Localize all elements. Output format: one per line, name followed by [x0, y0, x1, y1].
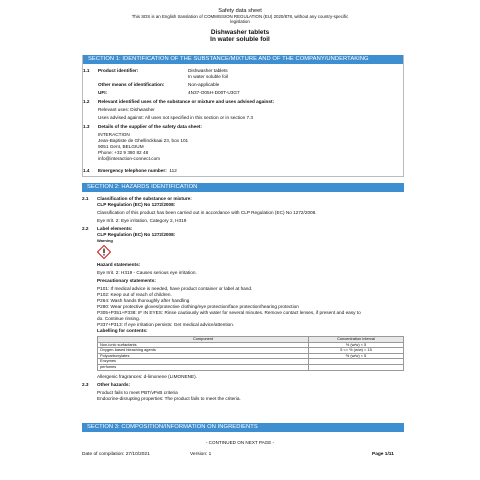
- precautionary-statement: P264: Wash hands thoroughly after handling: [97, 298, 190, 303]
- field-label: UFI:: [98, 90, 108, 95]
- text-line: Uses advised against: All uses not specified in this section or in section 7.3: [98, 115, 254, 120]
- subsection-title: Details of the supplier of the safety data sheet:: [98, 124, 202, 129]
- subsection-title: Relevant identified uses of the substance or mixture and uses advised against:: [98, 99, 275, 104]
- subsection-1-4: [83, 168, 403, 174]
- allergenic-fragrances: Allergenic fragrances: d-limonene (LIMONENE).: [97, 373, 198, 379]
- field-value: In water soluble foil: [188, 74, 229, 79]
- table-cell: Oxygen-based bleaching agents: [98, 348, 309, 354]
- section-3-header: SECTION 3: COMPOSITION/INFORMATION ON INGREDIENTS: [82, 423, 404, 432]
- precautionary-statement: P101: If medical advice is needed, have product container or label at hand.: [97, 286, 253, 291]
- text-line: Product fails to meet PBT/vPvB criteria: [97, 389, 178, 395]
- product-title: [0, 29, 480, 44]
- field-label: Other means of identification:: [98, 82, 165, 87]
- subsection-title: Classification of the substance or mixture:: [97, 196, 192, 201]
- supplier-address: Jean-Baptiste de Ghellinckkaai 23, box 101: [98, 138, 189, 143]
- subsection-number: 2.1: [82, 196, 89, 201]
- product-name: Dishwasher tablets: [210, 28, 270, 36]
- signal-word: Warning: [97, 238, 113, 243]
- supplier-phone: Phone: +32 9 380 82 48: [98, 150, 149, 155]
- precautionary-statements-title: Precautionary statements:: [97, 278, 156, 283]
- section-1: [82, 55, 404, 177]
- document-title: Safety data sheet: [218, 8, 262, 14]
- table-cell: Non-ionic surfactants: [98, 342, 309, 348]
- subsection-title: Other hazards:: [97, 381, 131, 387]
- hazard-statements-title: Hazard statements:: [97, 262, 141, 267]
- subsection-1-3: [83, 124, 403, 162]
- subsection-1-1: [83, 68, 403, 96]
- subsection-number: 1.1: [83, 68, 90, 73]
- precautionary-statement: P280: Wear protective gloves/protective clothing/eye protection/face protection/hearing protection: [97, 304, 299, 309]
- table-cell: % (w/w) < 5: [309, 342, 404, 348]
- field-value: Dishwasher tablets: [188, 68, 228, 73]
- table-cell: % (w/w) < 5: [309, 353, 404, 359]
- emergency-phone: 112: [169, 168, 177, 173]
- ufi-value: 4N37-O05H-D00T-U3G7: [188, 90, 240, 95]
- field-label: Product identifier:: [98, 68, 139, 73]
- subsection-title: Label elements:: [97, 226, 133, 231]
- subsection-2-3: [82, 382, 404, 402]
- section-2-header: SECTION 2: HAZARDS IDENTIFICATION: [82, 183, 404, 192]
- supplier-city: 9051 Gent, BELGIUM: [98, 144, 144, 149]
- regulation-heading: CLP Regulation (EC) No 1272/2008:: [97, 232, 176, 237]
- table-cell: perfumes: [98, 364, 309, 370]
- precautionary-statement: P337+P313: If eye irritation persists: Get medical advice/attention.: [97, 322, 235, 327]
- subsection-number: 1.2: [83, 99, 90, 104]
- subsection-2-1: [82, 196, 404, 224]
- labelling-title: Labelling for contents:: [97, 328, 148, 333]
- document-header: [0, 0, 480, 43]
- subsection-number: 2.3: [82, 381, 89, 387]
- header-subtitle-line: legislation: [230, 19, 250, 25]
- subsection-2-2: [82, 226, 404, 238]
- section-2: [82, 183, 404, 402]
- labelling-table: [97, 336, 404, 371]
- precautionary-statement: P305+P351+P338: IF IN EYES: Rinse cautiously with water for several minutes. Remove contact lenses, if present and easy to: [97, 310, 361, 315]
- table-cell: Polycarboxylates: [98, 353, 309, 359]
- text-line: Relevant uses: Dishwasher: [98, 107, 155, 112]
- header-subtitle-line: This SDS is an English translation of COMMISSION REGULATION (EU) 2020/878, without any country-specific: [131, 14, 349, 20]
- precautionary-statement: do. Continue rinsing.: [97, 316, 140, 321]
- subsection-number: 2.2: [82, 226, 89, 231]
- column-header: Component: [98, 337, 309, 343]
- column-header: Concentration interval: [309, 337, 404, 343]
- table-cell: [309, 364, 404, 370]
- compilation-date: Date of compilation: 27/10/2021: [82, 452, 150, 457]
- text-line: Eye Irrit. 2: Eye irritation, Category 2, H319: [97, 218, 187, 223]
- field-label: Emergency telephone number:: [98, 168, 167, 173]
- ghs07-exclamation-mark-icon: [97, 245, 111, 259]
- version-label: Version: 1: [190, 452, 212, 457]
- supplier-name: INTERACTION: [98, 132, 130, 137]
- subsection-number: 1.3: [83, 124, 90, 129]
- table-cell: Enzymes: [98, 359, 309, 365]
- subsection-number: 1.4: [83, 168, 90, 173]
- page-number: Page 1/11: [372, 452, 394, 457]
- continued-notice: - CONTINUED ON NEXT PAGE -: [205, 440, 275, 445]
- precautionary-statement: P102: Keep out of reach of children.: [97, 292, 172, 297]
- product-subname: In water soluble foil: [210, 36, 270, 44]
- regulation-heading: CLP Regulation (EC) No 1272/2008:: [97, 202, 176, 207]
- text-line: Endocrine-disrupting properties: The product fails to meet the criteria.: [97, 395, 241, 401]
- table-cell: 5 <= % (w/w) < 15: [309, 348, 404, 354]
- table-row: [98, 364, 404, 370]
- section-1-header: SECTION 1: IDENTIFICATION OF THE SUBSTANCE/MIXTURE AND OF THE COMPANY/UNDERTAKING: [83, 55, 403, 64]
- hazard-statement: Eye Irrit. 2: H319 - Causes serious eye irritation.: [97, 270, 197, 275]
- document-body: [82, 55, 404, 402]
- field-value: Non-applicable: [188, 82, 220, 87]
- supplier-email[interactable]: info@interaction-connect.com: [98, 156, 161, 161]
- text-line: Classification of this product has been carried out in accordance with CLP Regulation (EC) No 1272/2008.: [97, 210, 317, 215]
- subsection-1-2: [83, 99, 403, 121]
